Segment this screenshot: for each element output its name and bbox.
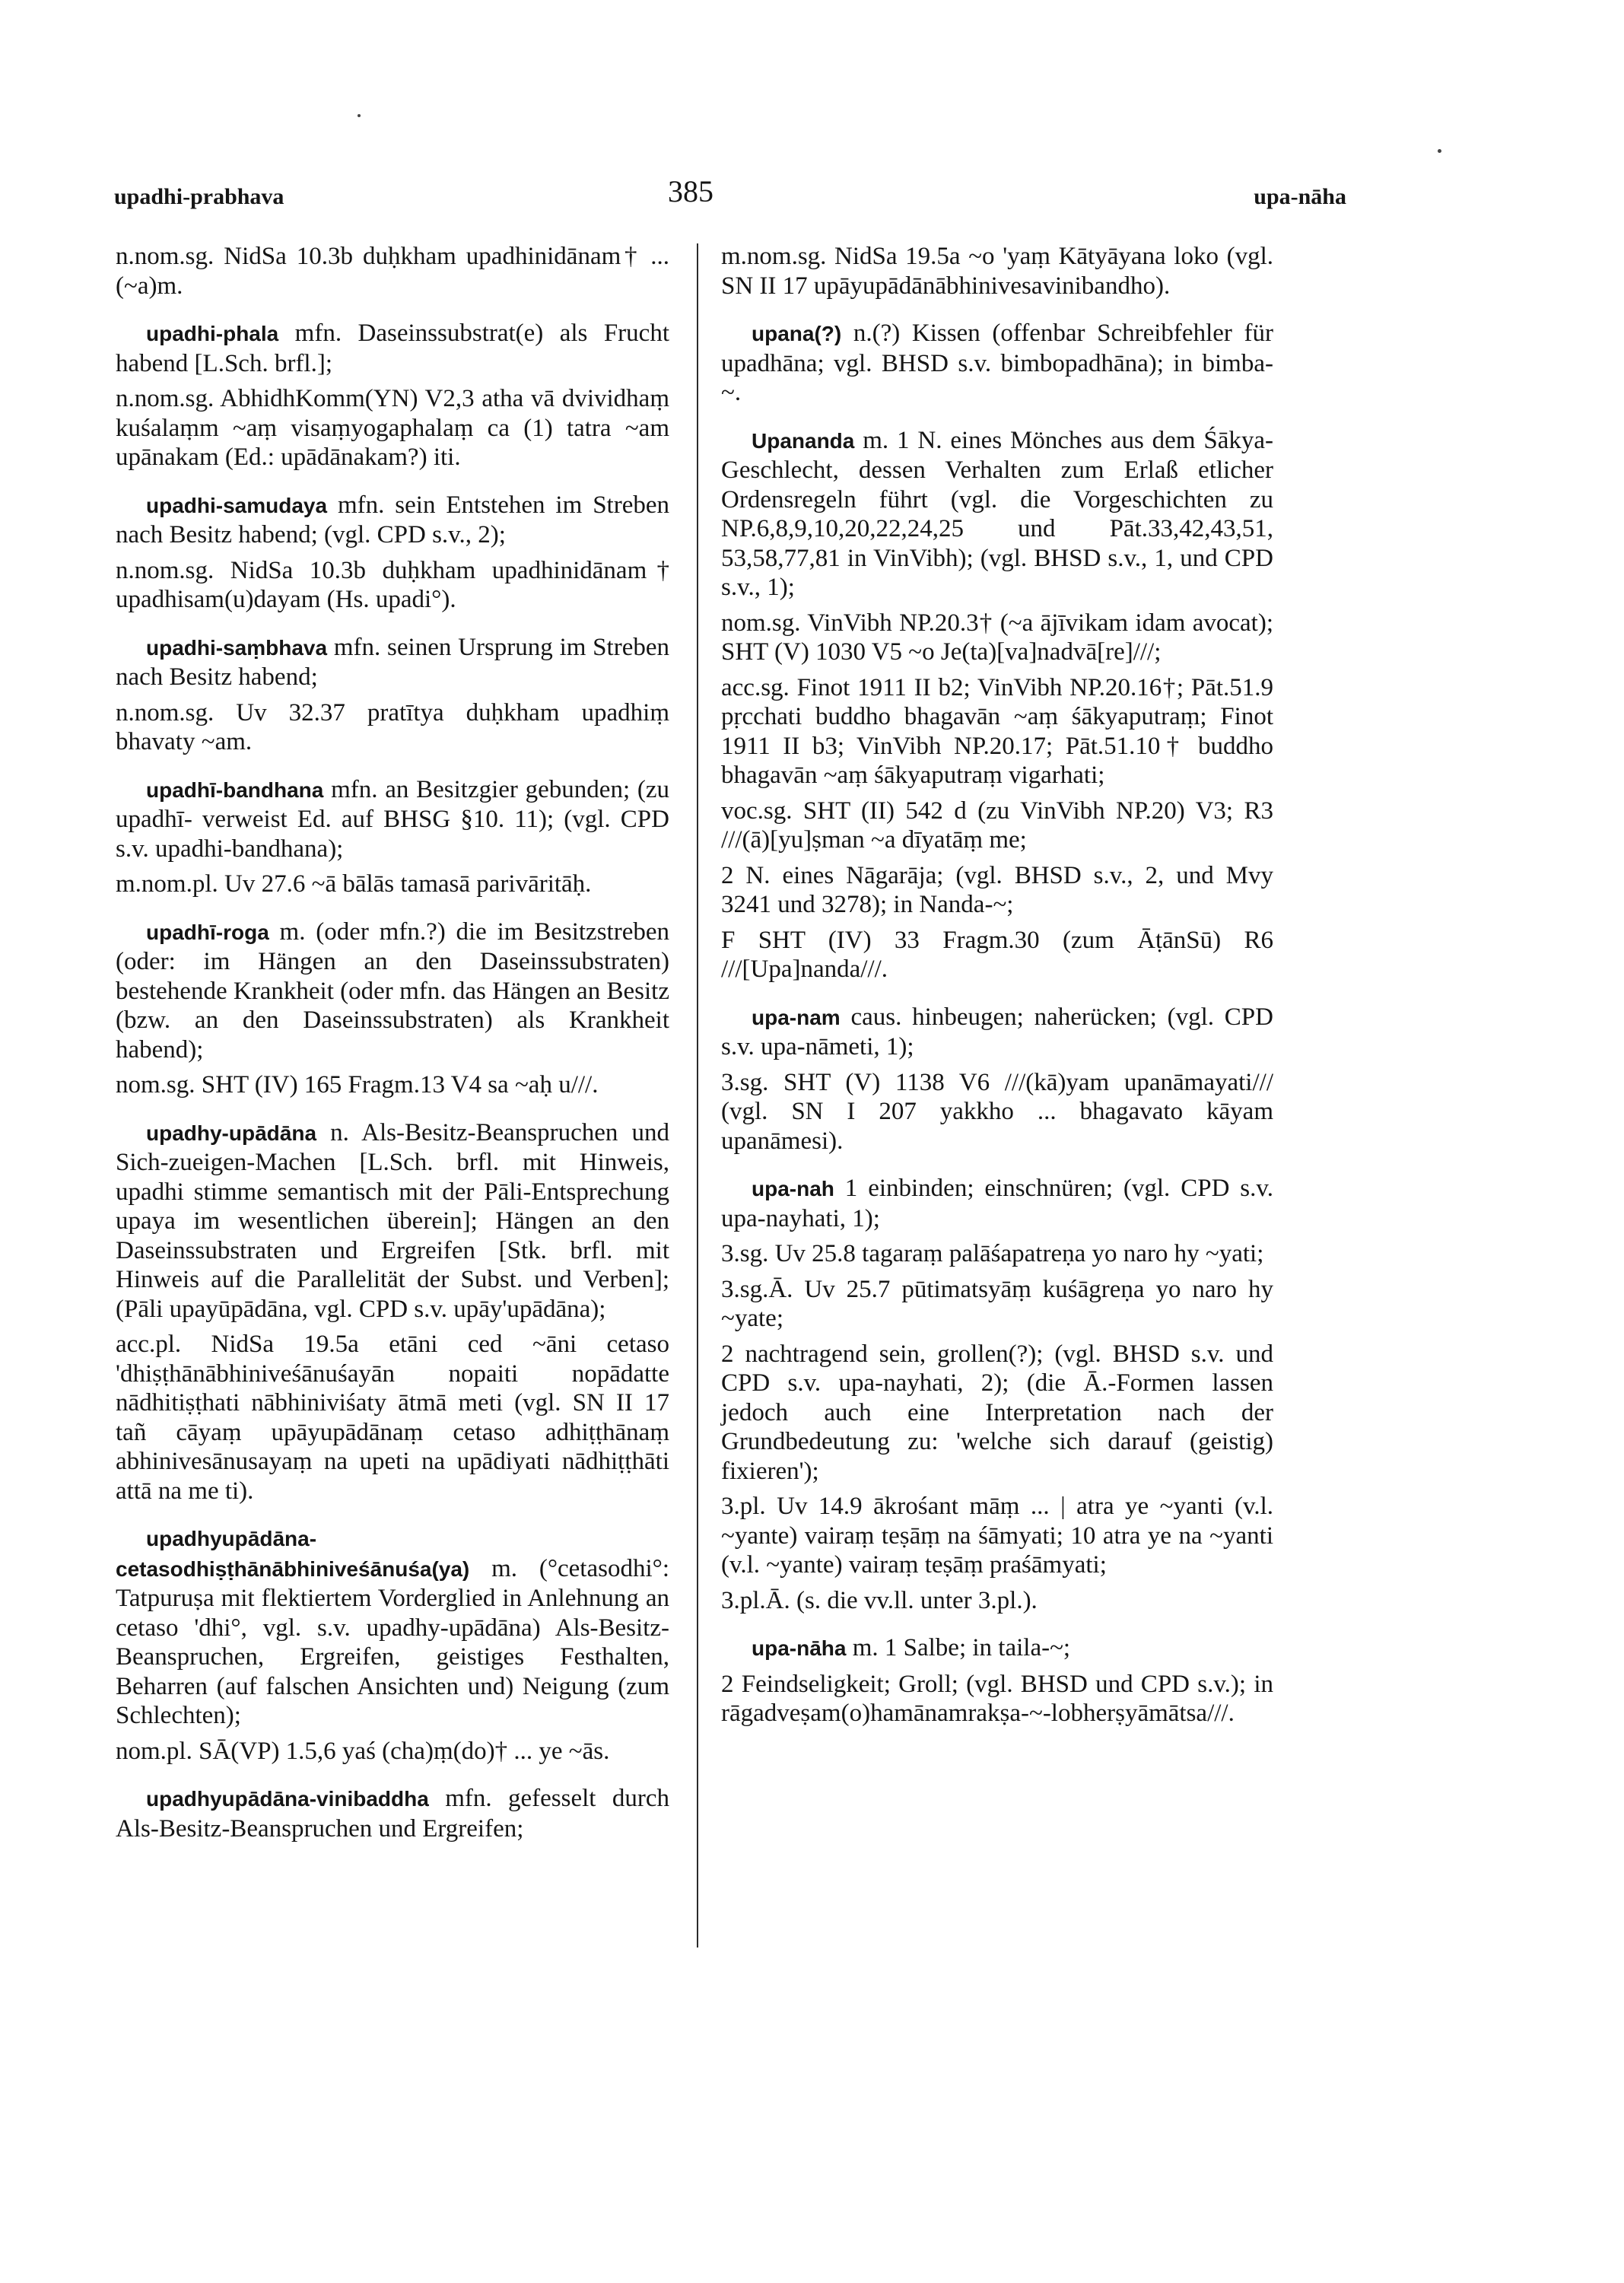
entry-head [116, 917, 669, 1065]
entry-upadhi-samudaya [116, 491, 669, 615]
entry-citation: nom.sg. SHT (IV) 165 Fragm.13 V4 sa ~aḥ u///. [116, 1071, 599, 1099]
entry-head [116, 491, 669, 550]
entry-head [721, 1633, 1273, 1664]
entry-upadhyupadana-cetasodhisthana [116, 1524, 669, 1766]
entry-citation: 3.pl.Ā. (s. die vv.ll. unter 3.pl.). [721, 1586, 1038, 1614]
running-head [114, 173, 1346, 219]
entry-continuation [721, 242, 1273, 300]
entry-lemma: upa-nāha [752, 1636, 847, 1660]
scan-speck [358, 114, 361, 117]
entry-definition: caus. hinbeugen; naherücken; (vgl. CPD s.v. upa-nāmeti, 1); [721, 1003, 1273, 1060]
entry-lemma: upadhī-bandhana [146, 777, 324, 802]
entry-upadhi-phala [116, 319, 669, 472]
entry-lemma: upadhi-phala [146, 322, 279, 345]
entry-citation: 2 N. eines Nāgarāja; (vgl. BHSD s.v., 2, und Mvy 3241 und 3278); in Nanda-~; [721, 861, 1273, 918]
entry-citation: F SHT (IV) 33 Fragm.30 (zum ĀṭānSū) R6 ///[Upa]nanda///. [721, 926, 1273, 983]
entry-citation: nom.pl. SĀ(VP) 1.5,6 yaś (cha)ṃ(do)† ... ye ~ās. [116, 1737, 610, 1765]
entry-upa-nah [721, 1174, 1273, 1615]
entry-head [721, 426, 1273, 603]
entry-citation: nom.sg. VinVibh NP.20.3† (~a ājīvikam idam avocat); SHT (V) 1030 V5 ~o Je(ta)[va]nadvā[re]///; [721, 609, 1273, 666]
entry-lemma: upadhyupādāna-cetasodhiṣṭhānābhiniveśānuśa(ya) [116, 1527, 470, 1581]
entry-upadhi-sambhava [116, 633, 669, 757]
entry-lemma: Upananda [752, 428, 855, 453]
entry-continuation [116, 242, 669, 300]
entry-definition: m. (°cetasodhi°: Tatpuruṣa mit flektiertem Vorderglied in Anlehnung an cetaso 'dhi°, vgl. s.v. upadhy-upādāna) Als-Besitz-Beanspruchen, Ergreifen, geistiges Festhalten, Beharren (auf falschen Ansichten und) Neigung (zum Schlechten); [116, 1554, 669, 1729]
entry-definition: mfn. seinen Ursprung im Streben nach Besitz habend; [116, 633, 669, 691]
right-column [721, 242, 1273, 1747]
entry-head [721, 1003, 1273, 1062]
entry-citation: 3.sg.Ā. Uv 25.7 pūtimatsyāṃ kuśāgreṇa yo naro hy ~yate; [721, 1275, 1273, 1332]
entry-lemma: upadhi-saṃbhava [146, 635, 328, 660]
entry-head [116, 633, 669, 692]
entry-upadhy-upadana [116, 1118, 669, 1506]
entry-definition: m. (oder mfn.?) die im Besitzstreben (oder: im Hängen an den Daseinssubstraten) bestehende Krankheit (oder mfn. das Hängen an Besitz (bzw. an den Daseinssubstraten) als Krankheit habend); [116, 917, 669, 1064]
entry-citation: acc.sg. Finot 1911 II b2; VinVibh NP.20.16†; Pāt.51.9 pṛcchati buddho bhagavān ~aṃ śākyaputraṃ; Finot 1911 II b3; VinVibh NP.20.17; Pāt.51.10† buddho bhagavān ~aṃ śākyaputraṃ vigarhati; [721, 673, 1273, 789]
entry-citation: 3.sg. SHT (V) 1138 V6 ///(kā)yam upanāmayati/// (vgl. SN I 207 yakkho ... bhagavato kāyam upanāmesi). [721, 1068, 1273, 1155]
entry-citation: m.nom.sg. NidSa 19.5a ~o 'yaṃ Kātyāyana loko (vgl. SN II 17 upāyupādānābhinivesavinibandho). [721, 243, 1273, 300]
entry-head [116, 775, 669, 864]
entry-citation: 2 Feindseligkeit; Groll; (vgl. BHSD und CPD s.v.); in rāgadveṣam(o)hamānamrakṣa-~-lobherṣyāmātsa///. [721, 1670, 1273, 1727]
entry-head [116, 319, 669, 378]
entry-head [116, 1524, 669, 1731]
column-divider [697, 243, 698, 1948]
entry-citation: n.nom.sg. Uv 32.37 pratītya duḥkham upadhiṃ bhavaty ~am. [116, 698, 669, 755]
entry-upa-naha [721, 1633, 1273, 1728]
entry-lemma: upadhī-roga [146, 920, 269, 944]
entry-definition: n. Als-Besitz-Beanspruchen und Sich-zueigen-Machen [L.Sch. brfl. mit Hinweis, upadhi stimme semantisch mit der Pāli-Entsprechung upaya im wesentlichen überein]; Hängen an den Daseinssubstraten und Ergreifen [Stk. brfl. mit Hinweis auf die Parallelität der Subst. und Verben]; (Pāli upayūpādāna, vgl. CPD s.v. upāy'upādāna); [116, 1118, 669, 1323]
entry-upadhyupadana-vinibaddha [116, 1784, 669, 1843]
entry-definition: mfn. sein Entstehen im Streben nach Besitz habend; (vgl. CPD s.v., 2); [116, 491, 669, 548]
entry-definition: mfn. gefesselt durch Als-Besitz-Beanspruchen und Ergreifen; [116, 1785, 669, 1843]
entry-upa-nam [721, 1003, 1273, 1156]
entry-citation: n.nom.sg. NidSa 10.3b duḥkham upadhinidānam† upadhisam(u)dayam (Hs. upadi°). [116, 556, 669, 613]
entry-definition: n.(?) Kissen (offenbar Schreibfehler für upadhāna; vgl. BHSD s.v. bimbopadhāna); in bimba-~. [721, 320, 1273, 406]
scan-speck [1438, 149, 1441, 153]
entry-head [116, 1784, 669, 1843]
page-number: 385 [668, 174, 713, 208]
left-column [116, 242, 669, 1862]
entry-definition: 1 einbinden; einschnüren; (vgl. CPD s.v. upa-nayhati, 1); [721, 1175, 1273, 1232]
entry-citation: 3.sg. Uv 25.8 tagaraṃ palāśapatreṇa yo naro hy ~yati; [721, 1240, 1264, 1267]
entry-citation: voc.sg. SHT (II) 542 d (zu VinVibh NP.20) V3; R3 ///(ā)[yu]ṣman ~a dīyatāṃ me; [721, 797, 1273, 854]
entry-upana [721, 319, 1273, 408]
entry-definition: m. 1 Salbe; in taila-~; [846, 1634, 1071, 1661]
entry-lemma: upa-nah [752, 1177, 834, 1200]
entry-head [721, 319, 1273, 408]
entry-upadhi-roga [116, 917, 669, 1100]
entry-lemma: upadhy-upādāna [146, 1121, 317, 1145]
entry-citation: n.nom.sg. AbhidhKomm(YN) V2,3 atha vā dvividhaṃ kuśalaṃm ~aṃ visaṃyogaphalaṃ ca (1) tatra ~am upānakam (Ed.: upādānakam?) iti. [116, 385, 669, 471]
entry-citation: n.nom.sg. NidSa 10.3b duḥkham upadhinidānam† ... (~a)m. [116, 243, 669, 300]
entry-head [116, 1118, 669, 1324]
header-right-lemma: upa-nāha [1254, 184, 1346, 209]
header-left-lemma: upadhi-prabhava [114, 184, 284, 209]
entry-lemma: upadhi-samudaya [146, 493, 328, 517]
entry-upadhi-bandhana [116, 775, 669, 899]
entry-citation: acc.pl. NidSa 19.5a etāni ced ~āni cetaso 'dhiṣṭhānābhiniveśānuśayān nopaiti nopādatte nādhitiṣṭhati nābhiniviśaty ātmā meti (vgl. SN II 17 tañ cāyaṃ upāyupādānaṃ cetaso adhiṭṭhānaṃ abhinivesānusayaṃ na upeti na upādiyati nādhiṭṭhāti attā na me ti). [116, 1331, 669, 1505]
entry-lemma: upa-nam [752, 1005, 841, 1029]
entry-lemma: upana(?) [752, 322, 842, 345]
entry-definition: mfn. Daseinssubstrat(e) als Frucht habend [L.Sch. brfl.]; [116, 320, 669, 377]
entry-head [721, 1174, 1273, 1233]
entry-citation: 3.pl. Uv 14.9 ākrośant māṃ ... | atra ye ~yanti (v.l. ~yante) vairaṃ teṣāṃ na śāmyati; 10 atra ye na ~yanti (v.l. ~yante) vairaṃ teṣāṃ praśāmyati; [721, 1493, 1273, 1579]
entry-definition: mfn. an Besitzgier gebunden; (zu upadhī- verweist Ed. auf BHSG §10. 11); (vgl. CPD s.v. upadhi-bandhana); [116, 775, 669, 863]
entry-definition: m. 1 N. eines Mönches aus dem Śākya-Geschlecht, dessen Verhalten zum Erlaß etlicher Ordensregeln führt (vgl. die Vorgeschichten zu NP.6,8,9,10,20,22,24,25 und Pāt.33,42,43,51, 53,58,77,81 in VinVibh); (vgl. BHSD s.v., 1, und CPD s.v., 1); [721, 426, 1273, 601]
entry-citation: 2 nachtragend sein, grollen(?); (vgl. BHSD s.v. und CPD s.v. upa-nayhati, 2); (die Ā.-Formen lassen jedoch auch eine Interpretation nach der Grundbedeutung zu: 'welche sich darauf (geistig) fixieren'); [721, 1340, 1273, 1485]
entry-lemma: upadhyupādāna-vinibaddha [146, 1787, 429, 1811]
entry-upananda [721, 426, 1273, 984]
entry-citation: m.nom.pl. Uv 27.6 ~ā bālās tamasā parivāritāḥ. [116, 870, 592, 898]
